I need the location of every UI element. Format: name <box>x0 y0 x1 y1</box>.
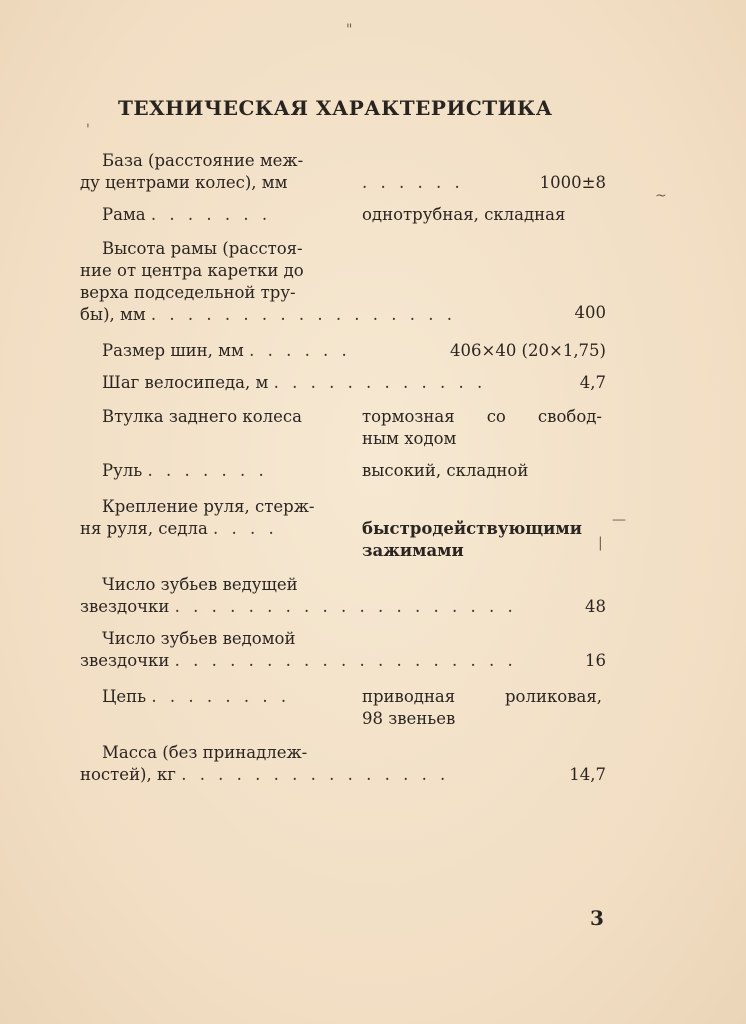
spec-value: быстродействующими <box>362 519 582 538</box>
spec-label-line: звездочки <box>80 597 170 616</box>
spec-label-line: верха подседельной тру- <box>80 283 296 302</box>
leader-dots: . . . . . . <box>362 173 464 192</box>
spec-label-line: Крепление руля, стерж- <box>102 497 315 516</box>
spec-value: зажимами <box>362 541 464 560</box>
spec-value: 4,7 <box>579 373 606 392</box>
leader-dots: . . . . . . . . . . . . <box>273 373 487 392</box>
print-speck: ' <box>86 122 90 138</box>
leader-dots: . . . . <box>213 519 278 538</box>
spec-label-line: Размер шин, мм <box>102 341 244 360</box>
leader-dots: . . . . . . . <box>147 461 268 480</box>
leader-dots: . . . . . . . . . . . . . . . . . . . <box>174 651 517 670</box>
spec-value: 1000±8 <box>539 173 606 192</box>
spec-label-line: Руль <box>102 461 143 480</box>
leader-dots: . . . . . . <box>249 341 351 360</box>
spec-label-line: База (расстояние меж- <box>102 151 304 170</box>
spec-value: высокий, складной <box>362 461 529 480</box>
spec-label-line: Число зубьев ведомой <box>102 629 296 648</box>
spec-label-line: звездочки <box>80 651 170 670</box>
spec-label-line: Втулка заднего колеса <box>102 407 302 426</box>
leader-dots: . . . . . . . . . . . . . . . <box>181 765 450 784</box>
spec-label-line: Высота рамы (расстоя- <box>102 239 303 258</box>
spec-label-line: Цепь <box>102 687 147 706</box>
spec-value: тормозная со свобод- <box>362 407 602 426</box>
spec-value: 14,7 <box>569 765 606 784</box>
spec-value: 400 <box>574 303 606 322</box>
print-speck: " <box>346 22 353 38</box>
spec-value: 98 звеньев <box>362 709 456 728</box>
page-number: 3 <box>590 906 604 930</box>
spec-label-line: ня руля, седла <box>80 519 208 538</box>
leader-dots: . . . . . . . <box>150 205 272 224</box>
spec-value: приводная роликовая, <box>362 687 602 706</box>
spec-value: однотрубная, складная <box>362 205 566 224</box>
spec-value: 406×40 (20×1,75) <box>450 341 606 360</box>
print-speck: — <box>612 512 626 528</box>
spec-label-line: Шаг велосипеда, м <box>102 373 269 392</box>
spec-value: ным ходом <box>362 429 457 448</box>
spec-label-line: Масса (без принадлеж- <box>102 743 308 762</box>
spec-value: 16 <box>585 651 606 670</box>
spec-label-line: ние от центра каретки до <box>80 261 304 280</box>
leader-dots: . . . . . . . . . . . . . . . . . . . <box>174 597 517 616</box>
print-speck: ~ <box>655 188 667 204</box>
spec-label-line: Рама <box>102 205 146 224</box>
spec-label-line: ду центрами колес), мм <box>80 173 288 192</box>
leader-dots: . . . . . . . . <box>151 687 291 706</box>
spec-label-line: Число зубьев ведущей <box>102 575 298 594</box>
page-title: ТЕХНИЧЕСКАЯ ХАРАКТЕРИСТИКА <box>118 96 553 120</box>
spec-value: 48 <box>585 597 606 616</box>
leader-dots: . . . . . . . . . . . . . . . . . <box>150 305 457 324</box>
print-speck: | <box>598 535 603 551</box>
spec-label-line: ностей), кг <box>80 765 176 784</box>
spec-label-line: бы), мм <box>80 305 146 324</box>
